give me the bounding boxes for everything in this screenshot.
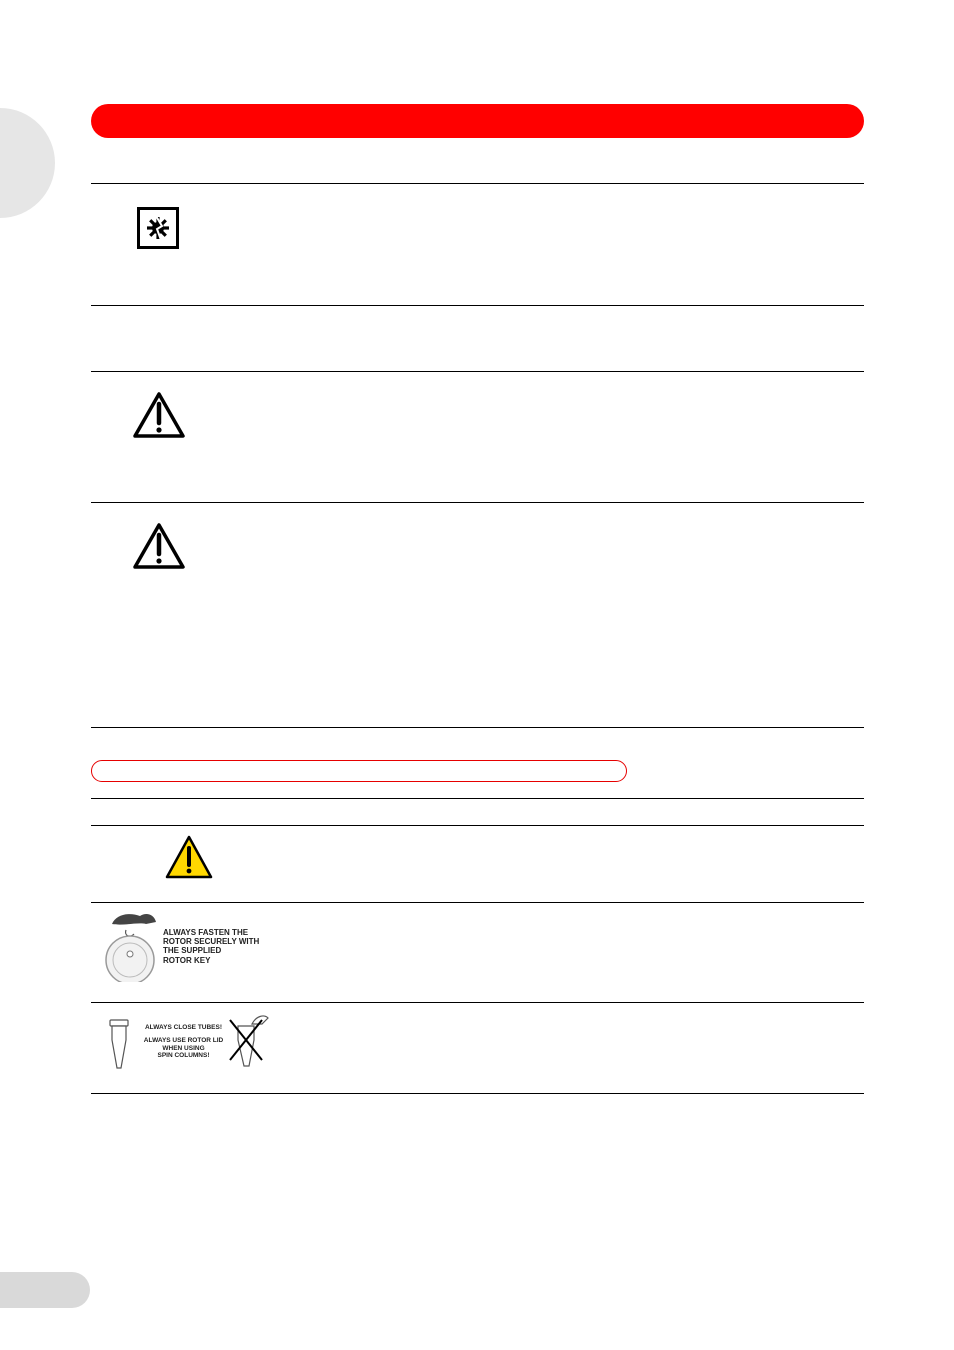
chapter-tab <box>0 108 55 218</box>
rotor-key-caption <box>163 928 283 965</box>
divider <box>91 1093 864 1094</box>
caption-line: ROTOR KEY <box>163 955 211 965</box>
divider <box>91 371 864 372</box>
tube-caption <box>136 1024 231 1060</box>
yellow-warning-triangle-icon <box>164 834 214 885</box>
divider <box>91 502 864 503</box>
warning-triangle-icon <box>132 522 186 575</box>
divider <box>91 727 864 728</box>
subsection-header-bar <box>91 760 627 782</box>
caption-line: WHEN USING <box>162 1044 205 1052</box>
divider <box>91 825 864 826</box>
gear-warning-icon <box>137 207 179 254</box>
page-number-tab <box>0 1272 90 1308</box>
caption-line: ROTOR SECURELY WITH <box>163 937 260 947</box>
divider <box>91 798 864 799</box>
caption-line: ALWAYS FASTEN THE <box>163 928 249 937</box>
section-header-bar <box>91 104 864 138</box>
caption-line: ALWAYS CLOSE TUBES! <box>144 1024 223 1031</box>
caption-line: ALWAYS USE ROTOR LID <box>143 1037 224 1045</box>
rotor-key-illustration <box>100 910 170 987</box>
caption-line: THE SUPPLIED <box>163 946 222 956</box>
divider <box>91 305 864 306</box>
divider <box>91 902 864 903</box>
divider <box>91 1002 864 1003</box>
divider <box>91 183 864 184</box>
closed-tube-icon <box>108 1018 130 1077</box>
warning-triangle-icon <box>132 391 186 444</box>
caption-line: SPIN COLUMNS! <box>157 1052 210 1060</box>
open-tube-crossed-icon <box>226 1012 272 1075</box>
